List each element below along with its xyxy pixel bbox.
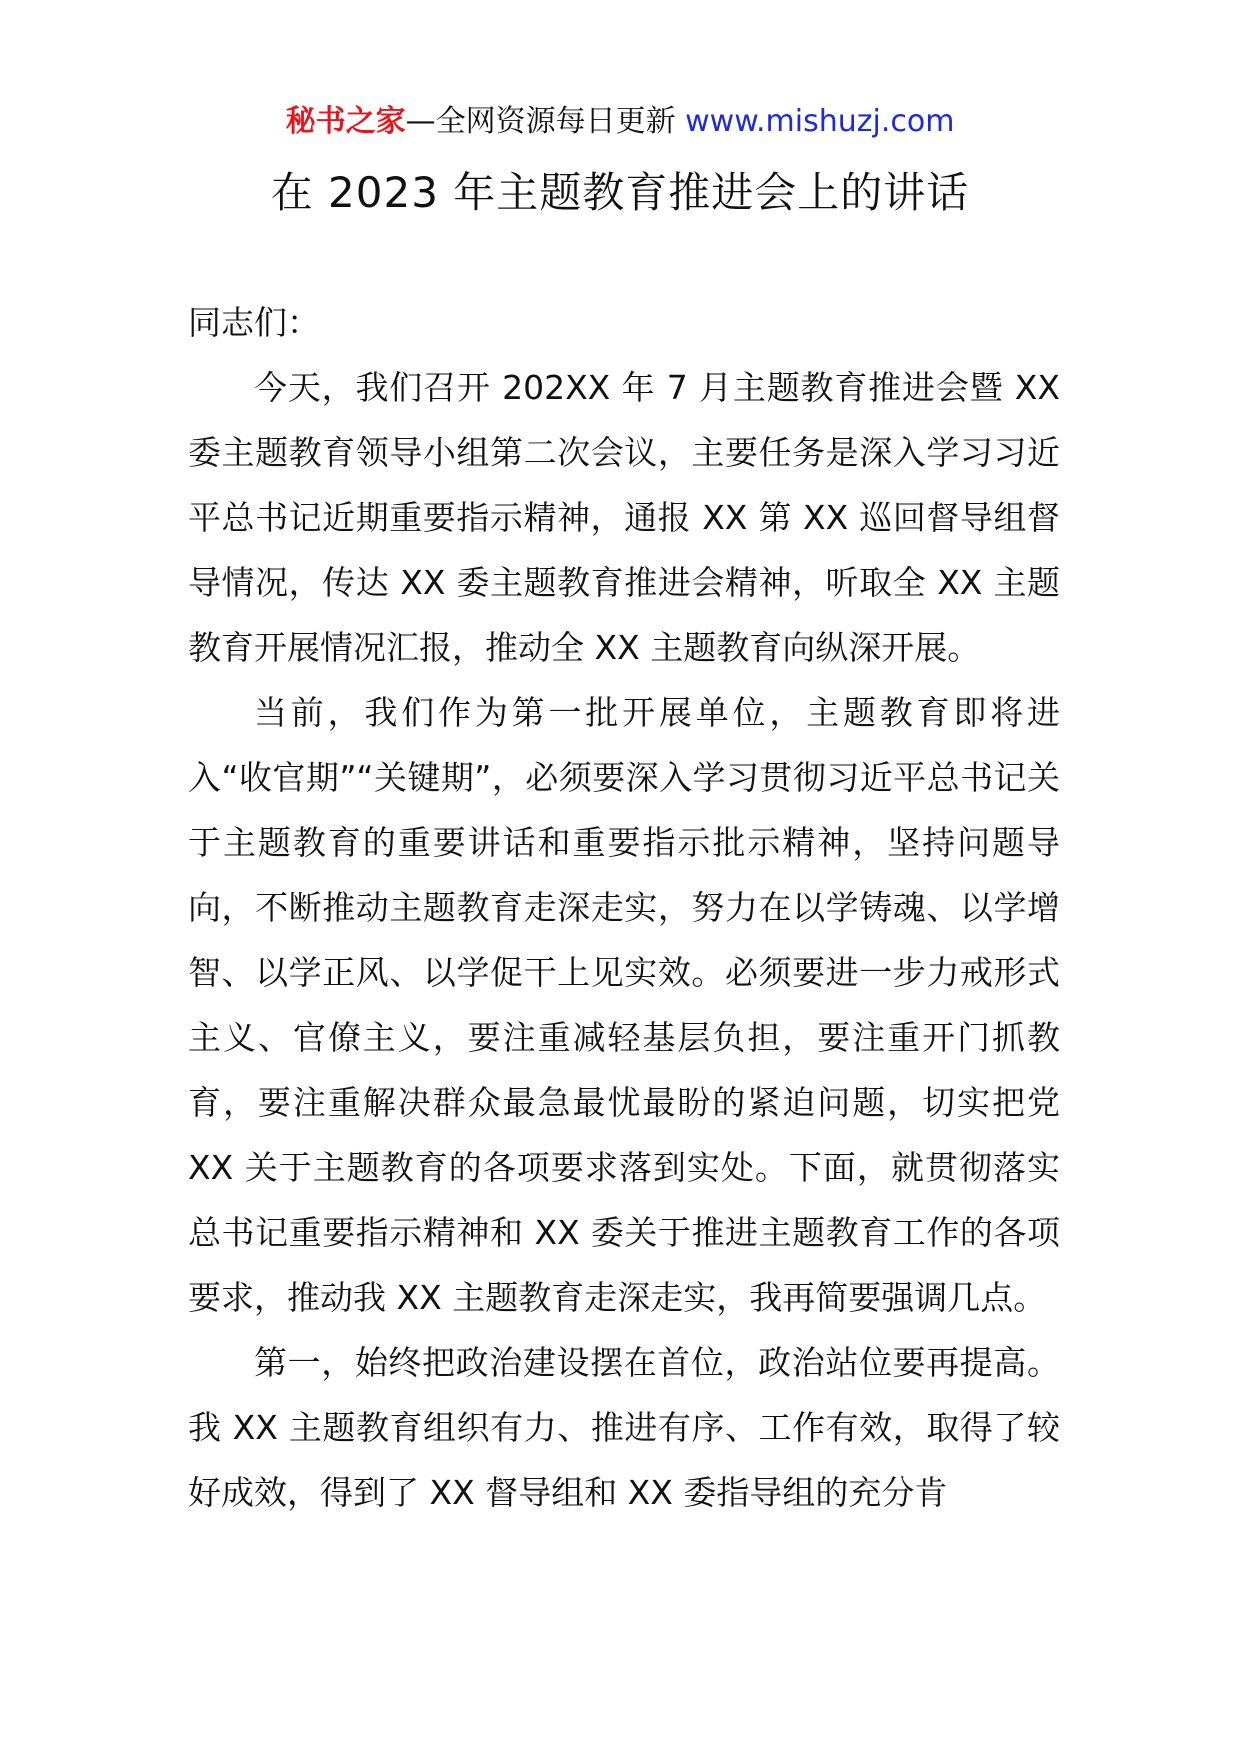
salutation: 同志们： [188, 303, 320, 342]
document-title: 在 2023 年主题教育推进会上的讲话 [270, 168, 970, 217]
paragraph-3: 第一，始终把政治建设摆在首位，政治站位要再提高。我 XX 主题教育组织有力、推进有序、工作有效，取得了较好成效，得到了 XX 督导组和 XX 委指导组的充分肯 [188, 1343, 1060, 1512]
site-url-link[interactable]: www.mishuzj.com [685, 104, 955, 139]
brand-name: 秘书之家 [285, 104, 406, 139]
header-tagline: —全网资源每日更新 [405, 104, 686, 139]
site-header [0, 100, 1240, 144]
paragraph-2: 当前，我们作为第一批开展单位，主题教育即将进入“收官期”“关键期”，必须要深入学习贯彻习近平总书记关于主题教育的重要讲话和重要指示批示精神，坚持问题导向，不断推动主题教育走深走实，努力在以学铸魂、以学增智、以学正风、以学促干上见实效。必须要进一步力戒形式主义、官僚主义，要注重减轻基层负担，要注重开门抓教育，要注重解决群众最急最忧最盼的紧迫问题，切实把党 XX 关于主题教育的各项要求落到实处。下面，就贯彻落实总书记重要指示精神和 XX 委关于推进主题教育工作的各项要求，推动我 XX 主题教育走深走实，我再简要强调几点。 [188, 693, 1060, 1317]
paragraph-1: 今天，我们召开 202XX 年 7 月主题教育推进会暨 XX 委主题教育领导小组第二次会议，主要任务是深入学习习近平总书记近期重要指示精神，通报 XX 第 XX 巡回督导组督导情况，传达 XX 委主题教育推进会精神，听取全 XX 主题教育开展情况汇报，推动全 XX 主题教育向纵深开展。 [188, 368, 1060, 667]
document-body [188, 290, 1060, 1525]
